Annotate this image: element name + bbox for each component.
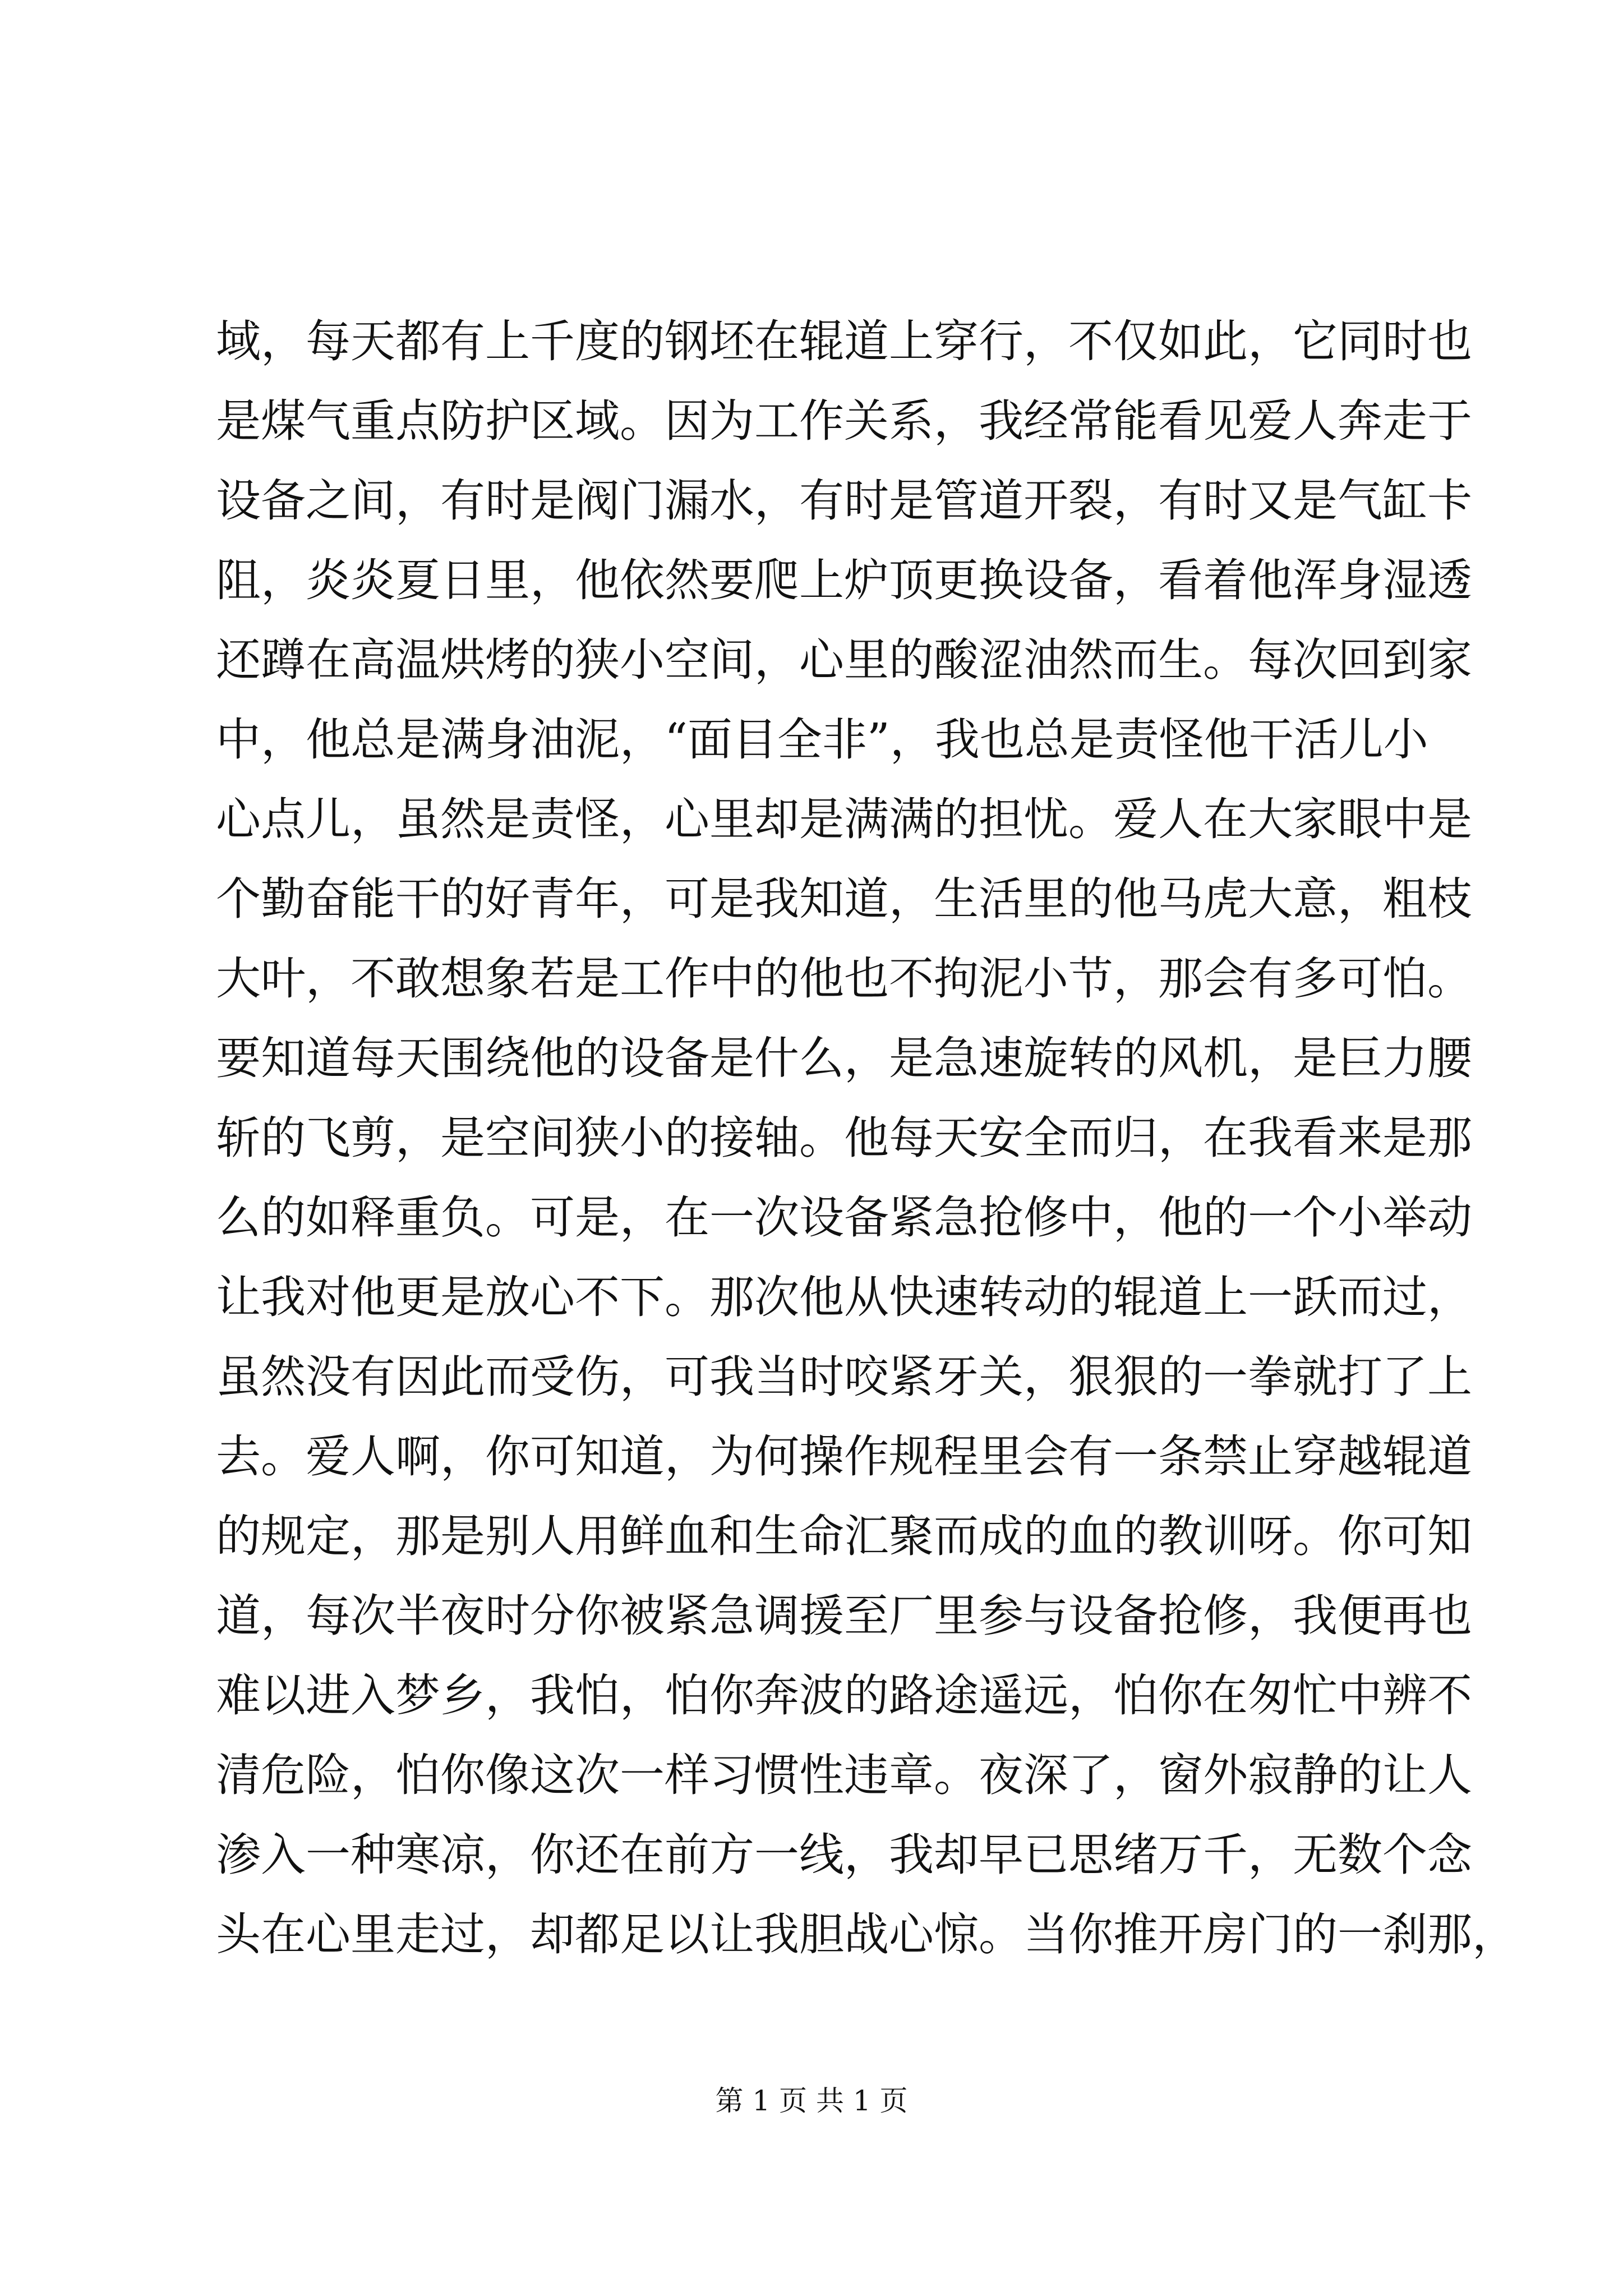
text-line: 要知道每天围绕他的设备是什么，是急速旋转的风机，是巨力腰 — [216, 1032, 1472, 1084]
text-line: 道，每次半夜时分你被紧急调援至厂里参与设备抢修，我便再也 — [216, 1590, 1472, 1642]
text-line: 阻，炎炎夏日里，他依然要爬上炉顶更换设备，看着他浑身湿透 — [216, 554, 1472, 606]
text-line: 大叶，不敢想象若是工作中的他也不拘泥小节，那会有多可怕。 — [216, 953, 1472, 1005]
text-line: 渗入一种寒凉，你还在前方一线，我却早已思绪万千，无数个念 — [216, 1829, 1472, 1881]
body-text — [216, 302, 1517, 1975]
page-number: 第 1 页 共 1 页 — [715, 2085, 908, 2117]
text-line: 清危险，怕你像这次一样习惯性违章。夜深了，窗外寂静的让人 — [216, 1749, 1472, 1801]
text-line: 难以进入梦乡，我怕，怕你奔波的路途遥远，怕你在匆忙中辨不 — [216, 1669, 1472, 1722]
text-line: 斩的飞剪，是空间狭小的接轴。他每天安全而归，在我看来是那 — [216, 1112, 1472, 1164]
text-line: 虽然没有因此而受伤，可我当时咬紧牙关，狠狠的一拳就打了上 — [216, 1351, 1472, 1403]
text-line: 么的如释重负。可是，在一次设备紧急抢修中，他的一个小举动 — [216, 1191, 1472, 1244]
text-line: 域，每天都有上千度的钢坯在辊道上穿行，不仅如此，它同时也 — [216, 315, 1472, 367]
text-line: 心点儿，虽然是责怪，心里却是满满的担忧。爱人在大家眼中是 — [216, 793, 1472, 845]
text-line: 个勤奋能干的好青年，可是我知道，生活里的他马虎大意，粗枝 — [216, 873, 1472, 925]
text-line: 的规定，那是别人用鲜血和生命汇聚而成的血的教训呀。你可知 — [216, 1510, 1472, 1562]
text-line: 设备之间，有时是阀门漏水，有时是管道开裂，有时又是气缸卡 — [216, 475, 1472, 527]
text-line: 让我对他更是放心不下。那次他从快速转动的辊道上一跃而过， — [216, 1271, 1472, 1323]
text-line: 头在心里走过，却都足以让我胆战心惊。当你推开房门的一刹那， — [216, 1908, 1517, 1961]
text-line: 还蹲在高温烘烤的狭小空间，心里的酸涩油然而生。每次回到家 — [216, 634, 1472, 686]
page-footer — [0, 2081, 1623, 2120]
text-line: 中，他总是满身油泥，“面目全非”，我也总是责怪他干活儿小 — [216, 714, 1428, 766]
text-line: 去。爱人啊，你可知道，为何操作规程里会有一条禁止穿越辊道 — [216, 1430, 1472, 1483]
text-line: 是煤气重点防护区域。因为工作关系，我经常能看见爱人奔走于 — [216, 395, 1472, 447]
